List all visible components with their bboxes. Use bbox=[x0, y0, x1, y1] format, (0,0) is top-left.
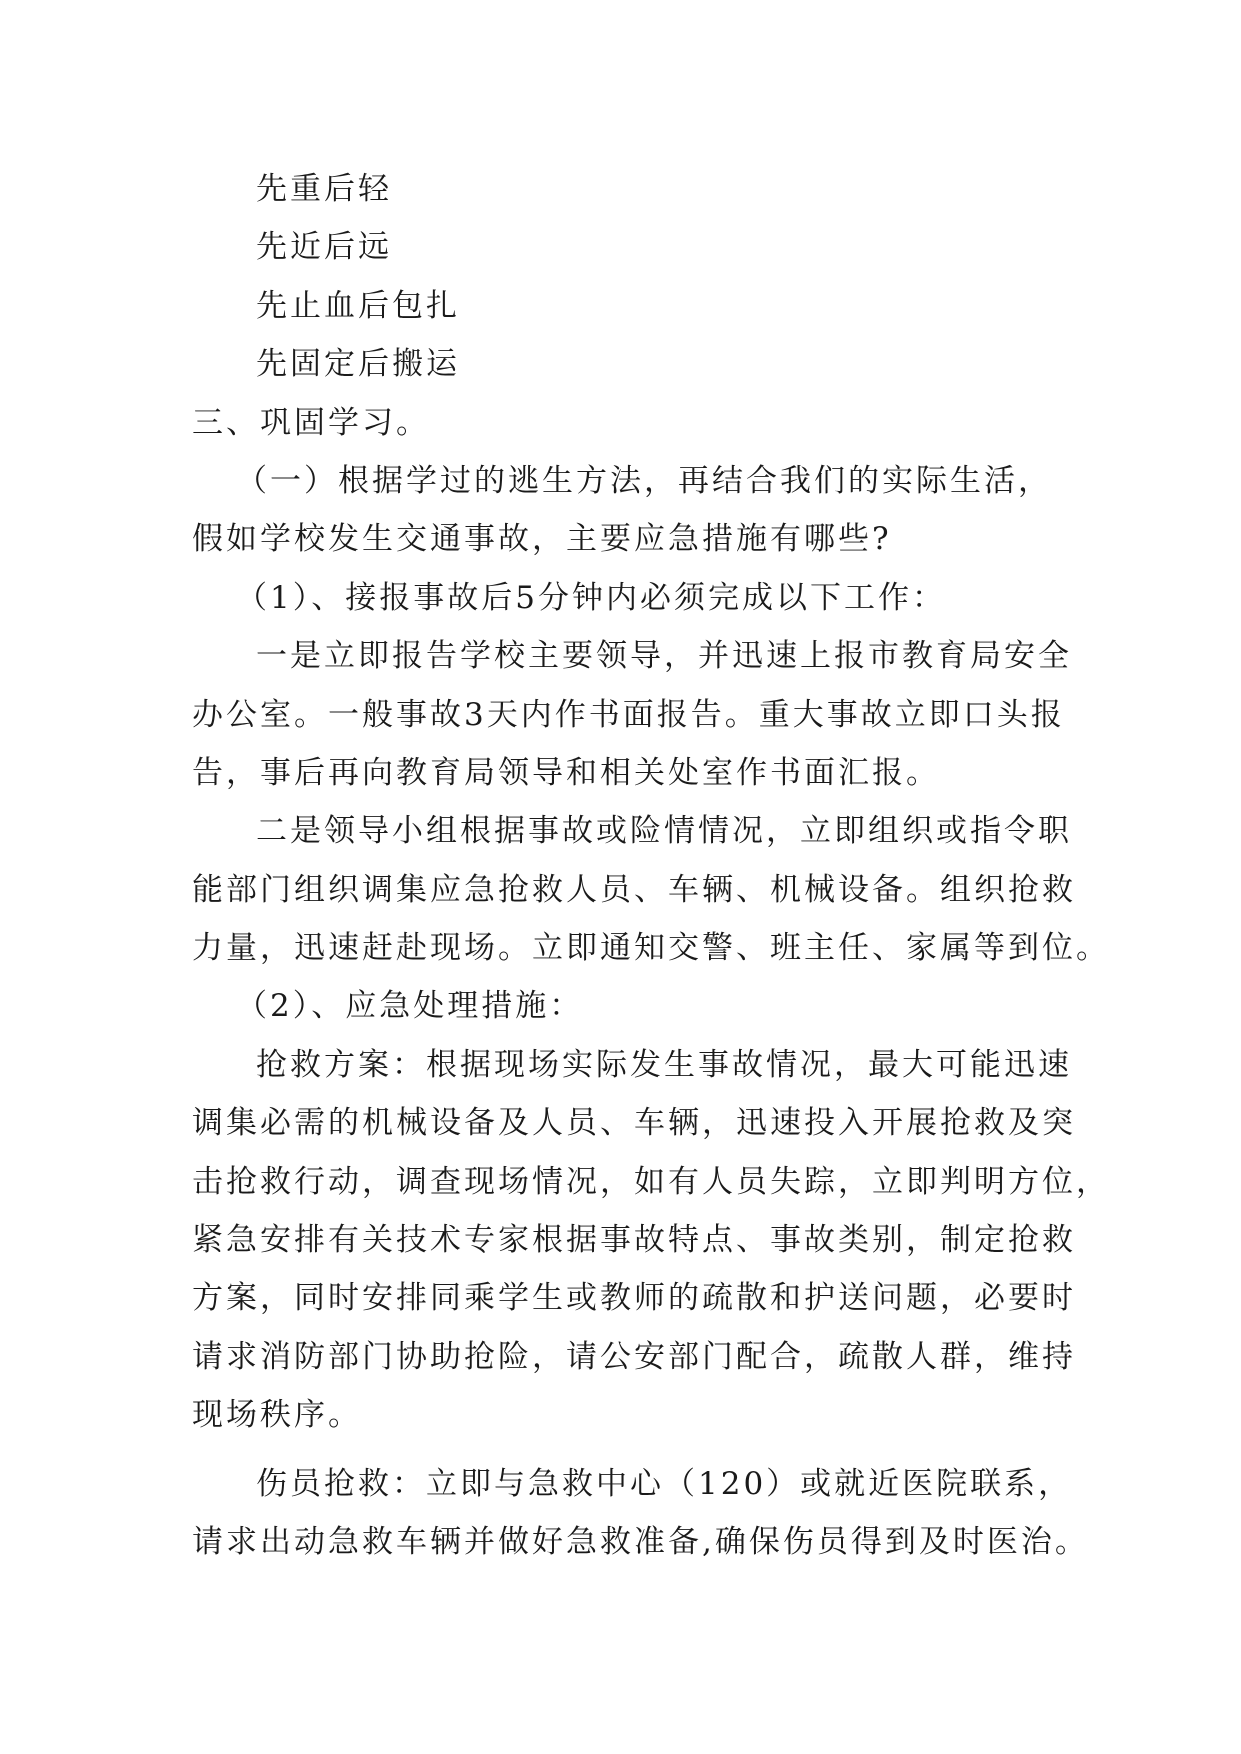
paragraph-line: 二是领导小组根据事故或险情情况，立即组织或指令职 bbox=[256, 813, 1072, 850]
paragraph-line: 调集必需的机械设备及人员、车辆，迅速投入开展抢救及突 bbox=[192, 1105, 1076, 1142]
list-item: 先近后远 bbox=[256, 229, 392, 266]
question-line: （一）根据学过的逃生方法，再结合我们的实际生活， bbox=[236, 462, 1052, 499]
paragraph-gap bbox=[192, 1445, 1052, 1455]
paragraph-line: 请求出动急救车辆并做好急救准备,确保伤员得到及时医治。 bbox=[192, 1523, 1089, 1560]
section-heading: 三、巩固学习。 bbox=[192, 404, 430, 441]
list-item: 先重后轻 bbox=[256, 171, 392, 207]
paragraph-line: 办公室。一般事故3天内作书面报告。重大事故立即口头报 bbox=[192, 696, 1065, 733]
list-item: 先止血后包扎 bbox=[256, 287, 460, 324]
paragraph-line: 现场秩序。 bbox=[192, 1397, 362, 1434]
paragraph-line: 紧急安排有关技术专家根据事故特点、事故类别，制定抢救 bbox=[192, 1222, 1076, 1259]
subheading: （1）、接报事故后5分钟内必须完成以下工作： bbox=[236, 579, 946, 616]
paragraph-line: 一是立即报告学校主要领导，并迅速上报市教育局安全 bbox=[256, 638, 1072, 675]
paragraph-line: 击抢救行动，调查现场情况，如有人员失踪，立即判明方位， bbox=[192, 1163, 1110, 1200]
list-item: 先固定后搬运 bbox=[256, 346, 460, 383]
paragraph-line: 伤员抢救：立即与急救中心（120）或就近医院联系， bbox=[256, 1465, 1073, 1502]
paragraph-line: 抢救方案：根据现场实际发生事故情况，最大可能迅速 bbox=[256, 1046, 1072, 1083]
paragraph-line: 方案，同时安排同乘学生或教师的疏散和护送问题，必要时 bbox=[192, 1280, 1076, 1317]
subheading: （2）、应急处理措施： bbox=[236, 988, 584, 1025]
document-body bbox=[192, 160, 1110, 1571]
paragraph-line: 能部门组织调集应急抢救人员、车辆、机械设备。组织抢救 bbox=[192, 871, 1076, 908]
question-line: 假如学校发生交通事故，主要应急措施有哪些? bbox=[192, 521, 892, 558]
paragraph-line: 告，事后再向教育局领导和相关处室作书面汇报。 bbox=[192, 754, 940, 791]
paragraph-line: 请求消防部门协助抢险，请公安部门配合，疏散人群，维持 bbox=[192, 1338, 1076, 1375]
paragraph-line: 力量，迅速赶赴现场。立即通知交警、班主任、家属等到位。 bbox=[192, 930, 1110, 967]
